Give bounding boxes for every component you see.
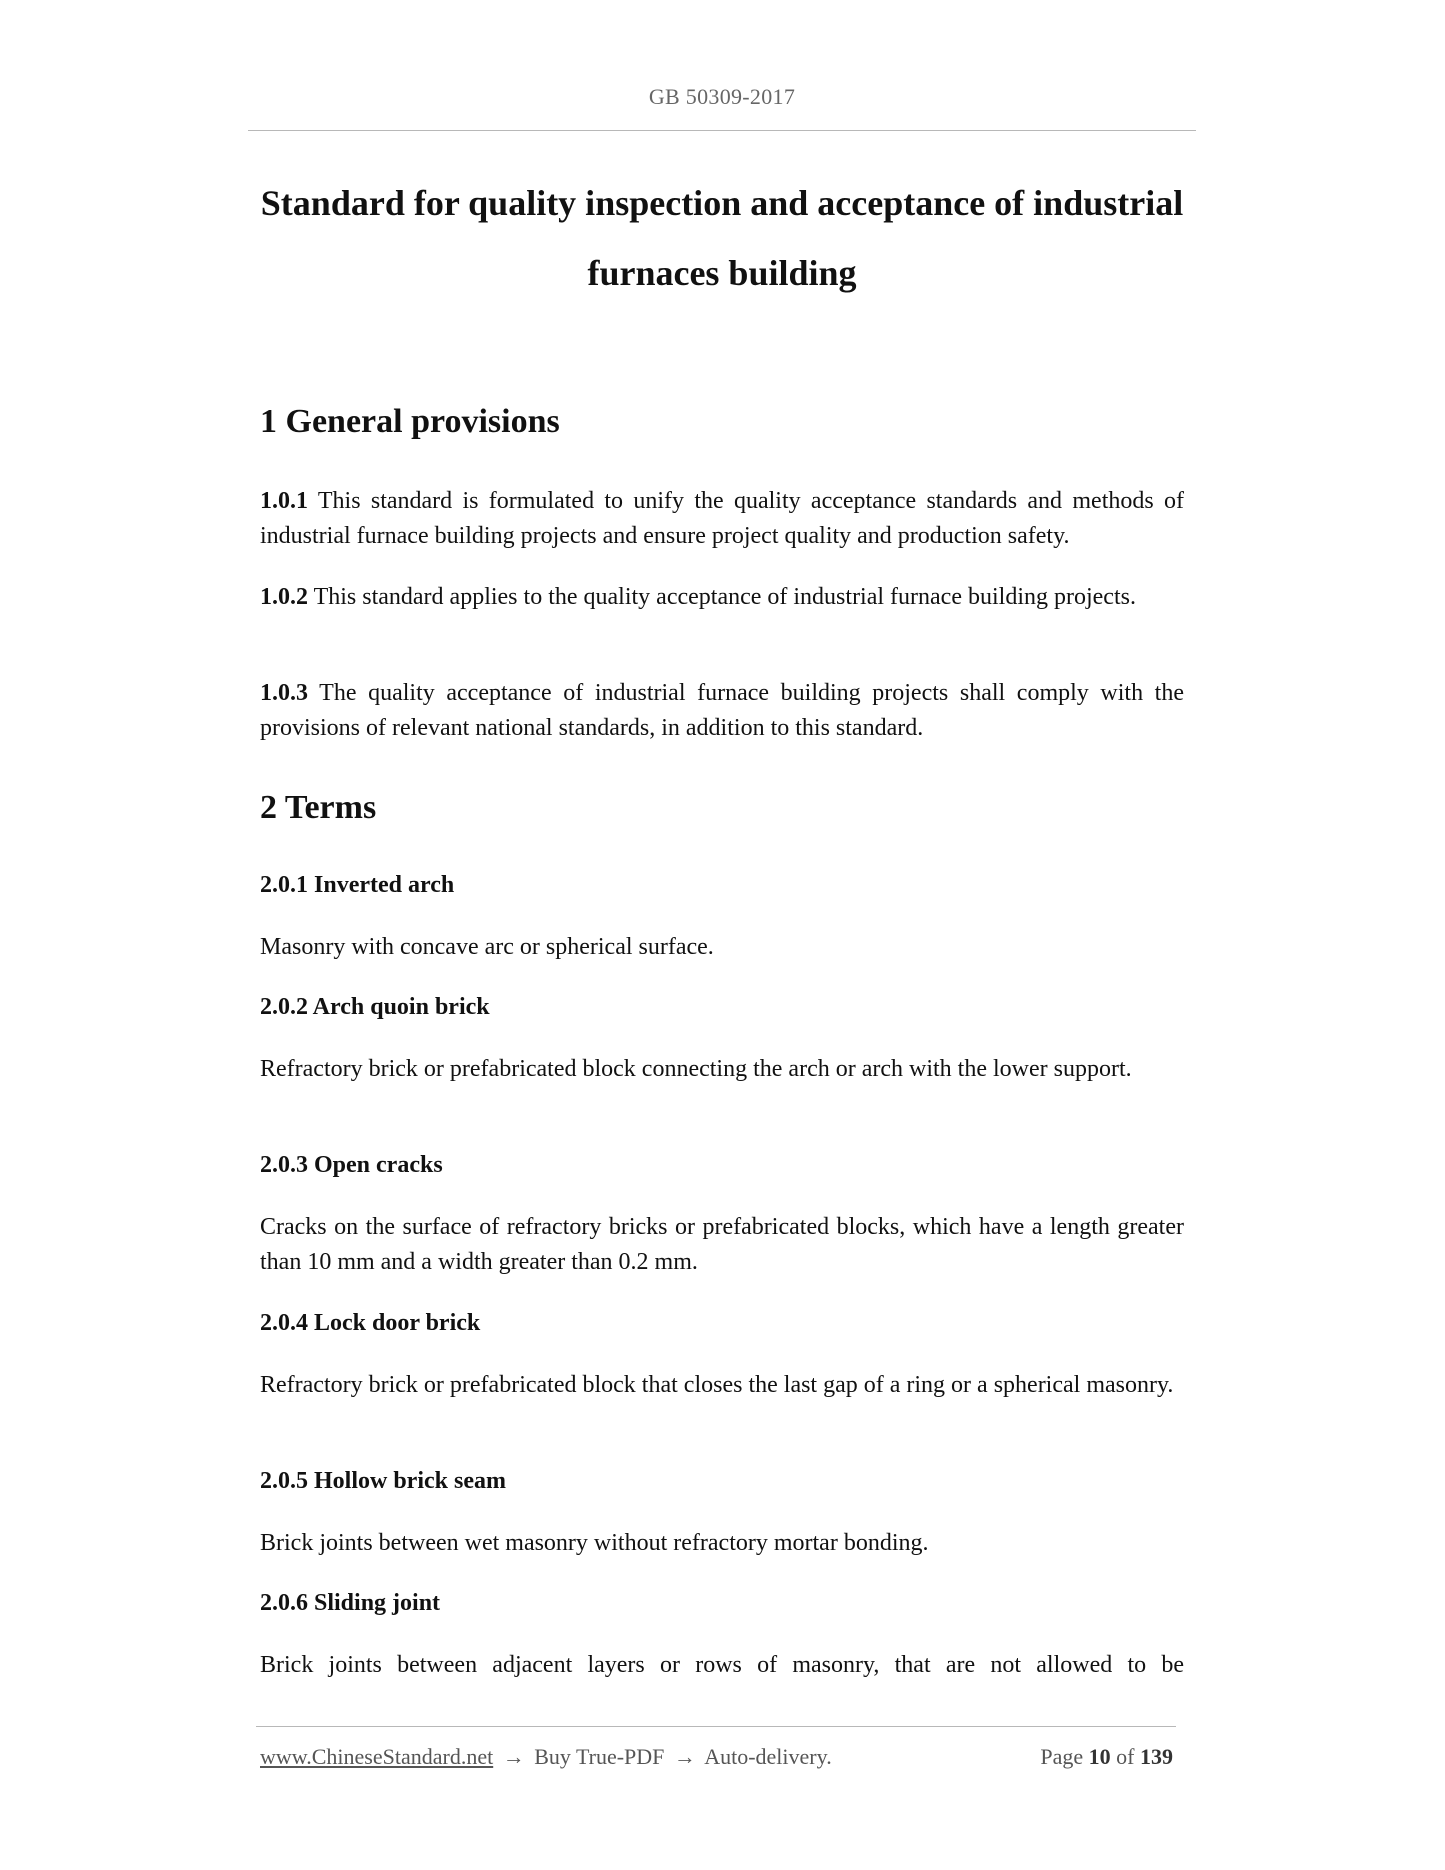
clause-1-0-2 <box>260 580 1184 615</box>
arrow-right-icon: → <box>673 1744 696 1769</box>
arrow-right-icon: → <box>502 1744 525 1769</box>
clause-1-0-1 <box>260 484 1184 554</box>
footer-promo <box>260 1744 832 1770</box>
term-definition-hollow-brick-seam: Brick joints between wet masonry without refractory mortar bonding. <box>260 1530 929 1556</box>
page-label: Page <box>1040 1744 1084 1769</box>
section-heading-general-provisions: 1 General provisions <box>260 403 560 440</box>
clause-text: This standard is formulated to unify the quality acceptance standards and methods of industrial furnace building projects and ensure project quality and production safety. <box>260 488 1184 549</box>
page-total: 139 <box>1140 1744 1173 1769</box>
clause-number: 1.0.3 <box>260 680 308 706</box>
page-indicator <box>1040 1744 1173 1770</box>
term-definition-lock-door-brick: Refractory brick or prefabricated block that closes the last gap of a ring or a spherical masonry. <box>260 1372 1174 1398</box>
footer-divider <box>256 1726 1176 1727</box>
document-title-line-2: furnaces building <box>587 253 857 293</box>
auto-delivery-text: Auto-delivery. <box>704 1744 832 1769</box>
header-divider <box>248 130 1196 131</box>
section-heading-terms: 2 Terms <box>260 789 377 826</box>
clause-text: This standard applies to the quality acceptance of industrial furnace building projects. <box>308 584 1136 610</box>
term-heading-hollow-brick-seam: 2.0.5 Hollow brick seam <box>260 1468 506 1494</box>
of-label: of <box>1116 1744 1135 1769</box>
term-heading-open-cracks: 2.0.3 Open cracks <box>260 1152 443 1178</box>
site-link[interactable]: www.ChineseStandard.net <box>260 1744 494 1769</box>
clause-text: The quality acceptance of industrial furnace building projects shall comply with the provisions of relevant national standards, in addition to this standard. <box>260 680 1184 741</box>
term-heading-lock-door-brick: 2.0.4 Lock door brick <box>260 1310 481 1336</box>
running-header: GB 50309-2017 <box>648 84 796 109</box>
term-heading-sliding-joint: 2.0.6 Sliding joint <box>260 1590 441 1616</box>
document-title <box>248 168 1196 308</box>
term-definition-open-cracks: Cracks on the surface of refractory bricks or prefabricated blocks, which have a length greater than 10 mm and a width greater than 0.2 mm. <box>260 1214 1184 1275</box>
term-heading-inverted-arch: 2.0.1 Inverted arch <box>260 872 455 898</box>
page-number: 10 <box>1088 1744 1111 1769</box>
document-title-line-1: Standard for quality inspection and acceptance of industrial <box>260 183 1184 223</box>
term-definition-inverted-arch: Masonry with concave arc or spherical surface. <box>260 934 714 960</box>
term-definition-arch-quoin-brick: Refractory brick or prefabricated block connecting the arch or arch with the lower support. <box>260 1056 1132 1082</box>
term-heading-arch-quoin-brick: 2.0.2 Arch quoin brick <box>260 994 490 1020</box>
term-definition-sliding-joint: Brick joints between adjacent layers or rows of masonry, that are not allowed to be <box>260 1652 1184 1678</box>
clause-number: 1.0.2 <box>260 584 308 610</box>
clause-1-0-3 <box>260 676 1184 746</box>
clause-number: 1.0.1 <box>260 488 308 514</box>
buy-true-pdf-text: Buy True-PDF <box>534 1744 665 1769</box>
